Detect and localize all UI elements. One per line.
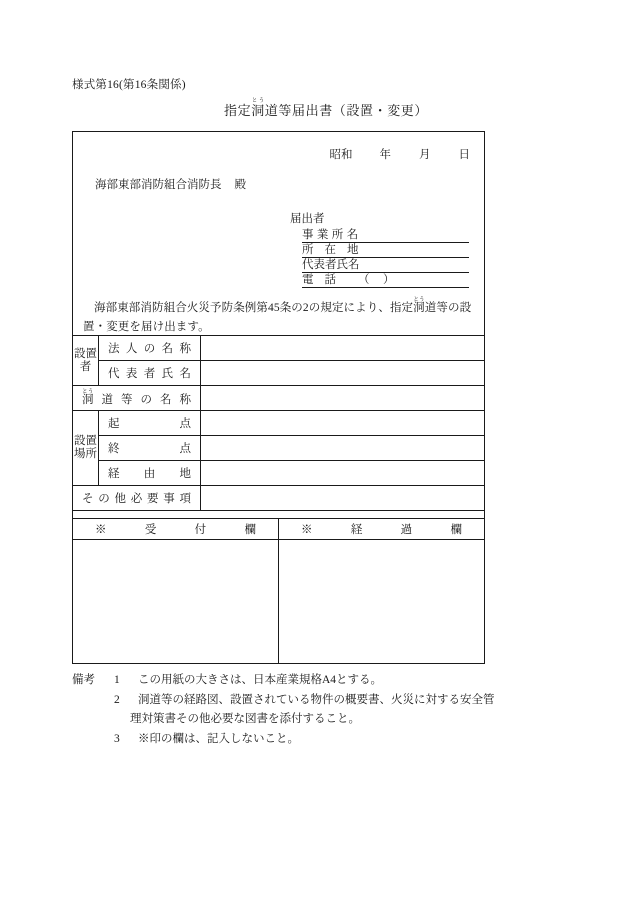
remarks-item-3-number: 3 (114, 732, 120, 745)
tunnel-name-label-rest: 道等の名称 (101, 394, 191, 406)
table-row (73, 461, 485, 486)
row-label-representative-name (99, 361, 201, 386)
row-label-start-point (99, 411, 201, 436)
remarks-item-2-continuation: 理対策書その他必要な図書を添付すること。 (130, 713, 360, 725)
remarks-item-2-number: 2 (114, 693, 120, 706)
row-value-route-point[interactable] (201, 461, 485, 486)
declaration-ruby-text: とう (413, 297, 425, 303)
declaration-text (83, 297, 476, 337)
date-month: 月 (419, 149, 431, 161)
row-label-route-point (99, 461, 201, 486)
progress-column-header (279, 519, 485, 540)
addressee (95, 176, 246, 192)
table-row (73, 336, 485, 361)
remarks-item-1 (72, 671, 542, 691)
other-items-label: その他必要事項 (82, 493, 191, 505)
row-label-other-items (73, 486, 201, 511)
submitter-block (290, 210, 469, 288)
tunnel-name-label (73, 389, 200, 407)
declaration-ruby (413, 297, 425, 314)
submitter-representative-field[interactable] (302, 258, 469, 273)
remarks-block (72, 671, 542, 749)
submitter-office-name-label: 事業所名 (302, 229, 362, 241)
date-era: 昭和 (329, 149, 353, 161)
row-value-start-point[interactable] (201, 411, 485, 436)
tunnel-name-ruby-text: とう (82, 389, 94, 395)
submitter-representative-label: 代表者氏名 (302, 259, 360, 271)
document-title (0, 98, 630, 119)
remarks-item-2-text: 洞道等の経路図、設置されている物件の概要書、火災に対する安全管 (138, 693, 495, 706)
office-use-table (72, 518, 485, 664)
row-value-representative-name[interactable] (201, 361, 485, 386)
submitter-office-name-field[interactable] (302, 228, 469, 243)
title-prefix: 指定 (223, 103, 252, 118)
row-label-end-point (99, 436, 201, 461)
row-value-end-point[interactable] (201, 436, 485, 461)
submitter-address-field[interactable] (302, 243, 469, 258)
date-year: 年 (379, 149, 391, 161)
form-frame (72, 131, 485, 664)
tunnel-name-ruby (82, 389, 102, 406)
end-point-label: 終点 (108, 443, 191, 455)
corporate-name-label: 法人の名称 (108, 343, 191, 355)
remarks-item-1-number: 1 (114, 674, 120, 686)
receipt-header-label: ※ 受 付 欄 (95, 524, 256, 536)
group-location-header (73, 411, 99, 486)
title-ruby (251, 98, 265, 118)
office-use-header-row (73, 519, 485, 540)
declaration-part2: 道等の設置・変更を届け出ます。 (83, 302, 472, 333)
addressee-honorific: 殿 (234, 179, 246, 191)
submitter-phone-label: 電話 (302, 274, 347, 286)
declaration-ruby-base: 洞 (413, 302, 425, 314)
row-value-other-items[interactable] (201, 486, 485, 511)
table-row (73, 411, 485, 436)
declaration-part1: 海部東部消防組合火災予防条例第45条の2の規定により、指定 (94, 302, 414, 314)
date-line (73, 146, 484, 162)
progress-header-label: ※ 経 過 欄 (301, 524, 462, 536)
remarks-label: 備考 (72, 674, 95, 686)
form-number: 様式第16(第16条関係) (72, 79, 186, 91)
row-value-corporate-name[interactable] (201, 336, 485, 361)
table-row (73, 486, 485, 511)
submitter-phone-field[interactable] (302, 273, 469, 288)
remarks-item-3 (72, 730, 542, 750)
tunnel-name-ruby-base: 洞 (82, 394, 102, 406)
group-installer-header (73, 336, 99, 386)
title-ruby-text: とう (251, 98, 265, 104)
table-row (73, 436, 485, 461)
submitter-address-label: 所在地 (302, 244, 370, 256)
title-suffix: 道等届出書（設置・変更） (264, 103, 428, 118)
title-ruby-base: 洞 (251, 103, 265, 118)
table-row (73, 386, 485, 411)
remarks-item-1-text: この用紙の大きさは、日本産業規格A4とする。 (138, 674, 383, 686)
group-location-label: 設置場所 (74, 435, 97, 460)
table-row (73, 361, 485, 386)
addressee-name: 海部東部消防組合消防長 (95, 179, 222, 191)
date-day: 日 (458, 149, 470, 161)
group-installer-label: 設置者 (74, 347, 97, 373)
main-form-table (72, 335, 485, 511)
submitter-label: 届出者 (290, 213, 325, 225)
row-value-tunnel-name[interactable] (201, 386, 485, 411)
start-point-label: 起点 (108, 418, 191, 430)
submitter-phone-paren: （ ） (358, 274, 396, 286)
remarks-item-3-text: ※印の欄は、記入しないこと。 (138, 732, 299, 745)
row-label-tunnel-name (73, 386, 201, 411)
remarks-item-2 (72, 691, 542, 711)
row-label-corporate-name (99, 336, 201, 361)
office-use-body-row (73, 540, 485, 664)
receipt-column-body[interactable] (73, 540, 279, 664)
receipt-column-header (73, 519, 279, 540)
route-point-label: 経由地 (108, 468, 191, 480)
progress-column-body[interactable] (279, 540, 485, 664)
representative-name-label: 代表者氏名 (108, 368, 191, 380)
